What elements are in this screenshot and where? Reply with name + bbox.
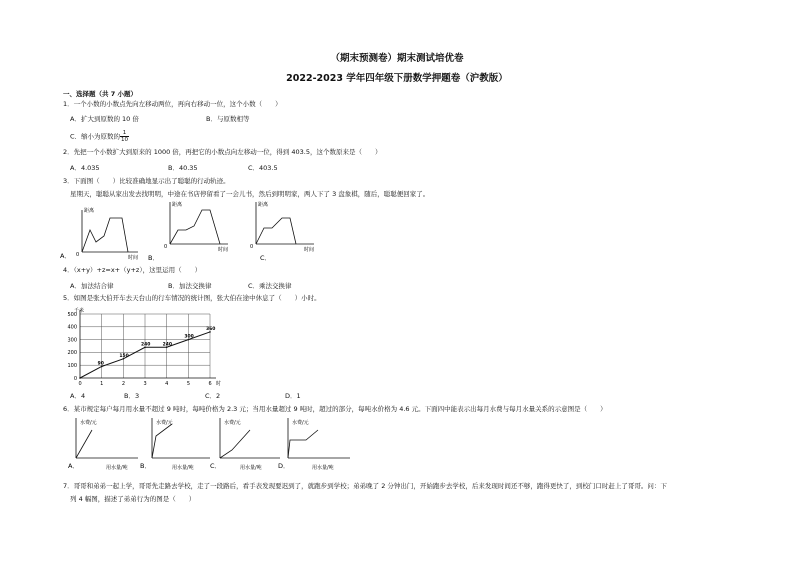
question-5-option-a[interactable]: A．4 [70,392,86,400]
data-label: 360 [206,326,216,332]
q6d-ylabel: 水费/元 [292,420,309,426]
q6a-ylabel: 水费/元 [80,420,97,426]
q3-graph-a[interactable] [60,207,138,261]
page-title: （期末预测卷）期末测试培优卷 [330,53,464,64]
question-2-option-a[interactable]: A．4.035 [70,164,100,172]
y-tick-label: 300 [67,337,77,344]
q6-option-d: D． [278,462,290,470]
data-label: 150 [119,353,129,359]
question-5-option-b[interactable]: B．3 [124,392,140,400]
data-label: 90 [97,361,104,367]
x-tick-label: 4 [165,381,169,387]
chart-ylabel: 千米 [74,308,85,314]
question-3-graphs [60,200,350,268]
y-tick-label: 0 [73,375,77,382]
y-tick-label: 200 [67,350,77,357]
chart-ticks [67,312,211,387]
q6a-xlabel: 用水量/吨 [106,465,128,471]
question-4-option-b[interactable]: B．加法交换律 [168,282,212,290]
question-1-option-c-text: C．缩小为原数的 [70,132,121,141]
chart-data-labels [98,326,216,367]
data-label: 240 [141,342,151,348]
question-1-option-b[interactable]: B．与原数相等 [206,115,250,123]
q6-graph-d[interactable] [278,418,350,471]
question-7-line-1: 7．哥哥和弟弟一起上学，哥哥先走路去学校，走了一段路后，看手表发现要迟到了，就跑步到学校；弟弟晚了 2 分钟出门，开始跑步去学校，后来发现时间还不够，跑得更快了，到校门口时赶上了哥哥。问：下 [63,482,667,490]
question-1-option-a[interactable]: A．扩大到原数的 10 倍 [70,115,139,123]
section-heading: 一、选择题（共 7 小题） [63,90,138,98]
q3b-origin: 0 [164,244,168,250]
q6c-xlabel: 用水量/吨 [240,465,262,471]
q6d-xlabel: 用水量/吨 [312,465,334,471]
data-point [79,377,81,379]
q6-graph-b[interactable] [140,418,210,471]
question-2-stem: 2．先把一个小数扩大到原来的 1000 倍，再把它的小数点向左移动一位，得到 403.5，这个数原来是（ ） [63,148,382,156]
question-5-stem: 5．如图是张大伯开车去天台山的行车情况的统计图，张大伯在途中休息了（ ）小时。 [63,294,321,302]
x-tick-label: 2 [121,381,126,387]
question-4-stem: 4．（x+y）+z=x+（y+z），这里运用（ ） [63,266,202,274]
x-tick-label: 5 [186,381,191,387]
y-tick-label: 500 [67,311,77,318]
q3-option-c: C． [260,254,272,262]
question-1-stem: 1．一个小数的小数点先向左移动两位，再向右移动一位，这个小数（ ） [63,100,282,108]
q3c-xlabel: 时间 [304,247,315,253]
chart-xlabel: 时 [216,381,222,387]
q6c-ylabel: 水费/元 [224,420,241,426]
data-label: 240 [162,342,173,348]
question-5-line-chart [60,306,230,390]
q3-option-a: A． [60,252,71,260]
q3c-origin: 0 [250,244,254,250]
question-5-option-d[interactable]: D．1 [285,392,301,400]
question-3-stem: 3．下面图（ ）比较准确地显示出了聪聪的行动轨迹。 [63,177,230,185]
question-4-option-c[interactable]: C．乘法交换律 [248,282,292,290]
question-5-option-c[interactable]: C．2 [205,392,221,400]
q3-graph-c[interactable] [250,201,314,262]
fraction: $\frac{1}{10}$ [121,130,129,143]
question-4-option-a[interactable]: A．加法结合律 [70,282,114,290]
y-tick-label: 400 [67,324,77,331]
question-2-option-b[interactable]: B．40.35 [168,164,198,172]
q3-graph-b[interactable] [148,201,228,262]
q6-graph-c[interactable] [210,418,280,471]
x-tick-label: 1 [100,381,104,387]
x-tick-label: 0 [78,381,82,387]
x-tick-label: 6 [208,381,212,387]
question-1-option-c[interactable] [70,130,129,143]
q3a-origin: 0 [76,252,80,258]
q6b-xlabel: 用水量/吨 [172,465,194,471]
q3-option-b: B． [148,254,159,262]
question-6-graphs [60,414,360,474]
q3a-ylabel: 距离 [84,208,95,214]
question-2-option-c[interactable]: C．403.5 [248,164,278,172]
q3b-xlabel: 时间 [218,247,229,253]
q3c-ylabel: 距离 [258,202,269,208]
q6-option-b: B． [140,462,151,470]
x-tick-label: 3 [143,381,147,387]
q6b-ylabel: 水费/元 [156,420,173,426]
question-6-stem: 6．某市规定每户每月用水量不超过 9 吨时，每吨价格为 2.3 元；当用水量超过 9 吨时，超过的部分，每吨水价格为 4.6 元。下面四中能表示出每月水费与每月水量关系的示意图是（ ） [63,405,607,413]
q3a-xlabel: 时间 [128,255,139,261]
q6-option-c: C． [210,462,222,470]
question-3-description: 星期天，聪聪从家出发去找明明，中途在书店停留看了一会儿书，然后到明明家，两人下了 3 盘象棋，随后，聪聪便回家了。 [70,190,430,198]
page-subtitle: 2022-2023 学年四年级下册数学押题卷（沪教版） [286,73,508,84]
q6-option-a: A． [68,462,79,470]
data-label: 300 [184,334,194,340]
q6-graph-a[interactable] [68,418,138,471]
question-7-line-2: 列 4 幅图，描述了弟弟行为的图是（ ） [70,495,196,503]
q3b-ylabel: 距离 [172,202,183,208]
y-tick-label: 100 [67,363,77,369]
